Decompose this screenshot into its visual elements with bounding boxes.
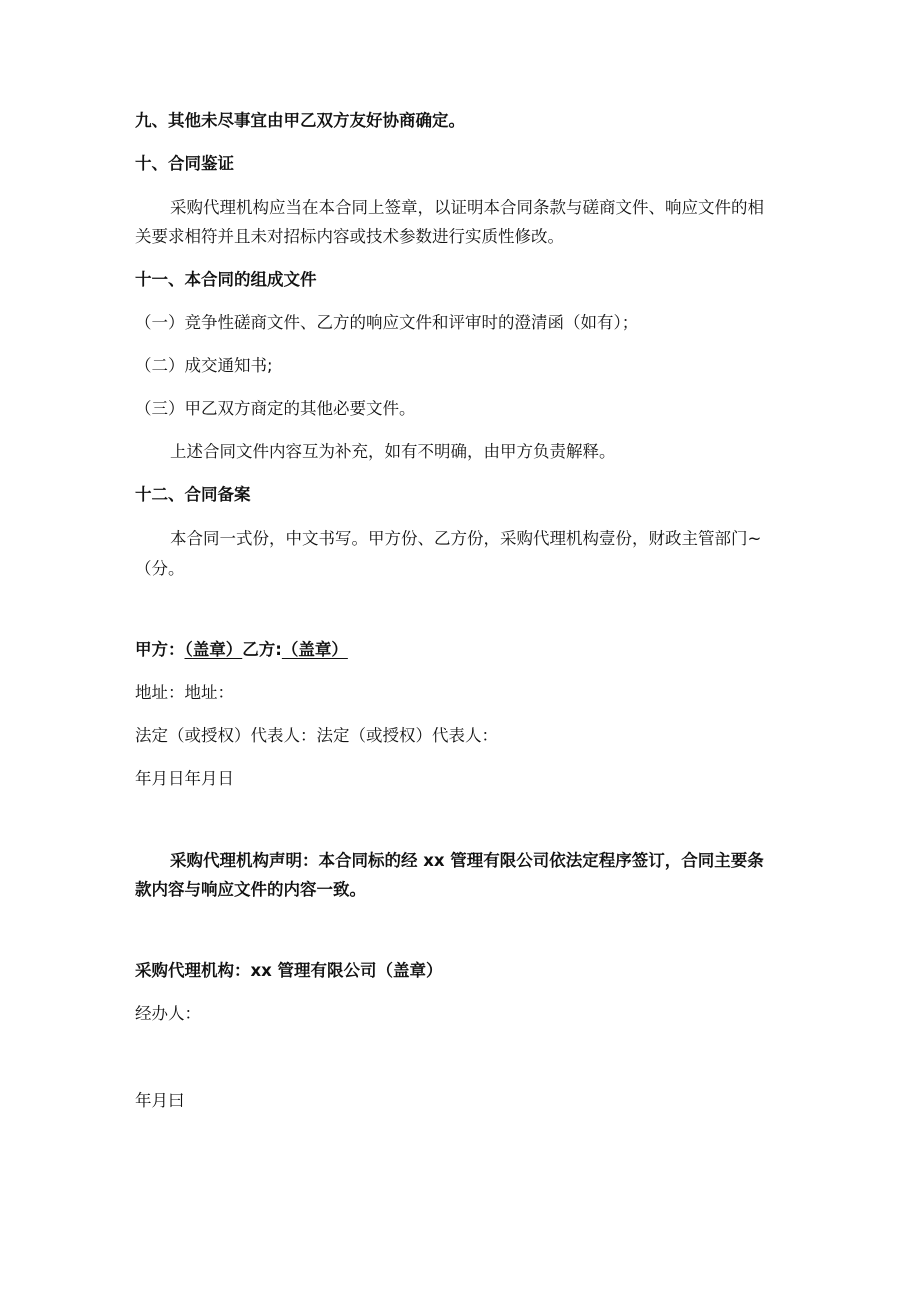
- agency-date-line: 年月曰: [135, 1091, 185, 1110]
- party-b-label: 乙方:: [242, 640, 282, 659]
- party-a-seal: （盖章）: [184, 640, 243, 659]
- section-12-paragraph-line-2: （分。: [135, 559, 185, 578]
- section-10-paragraph-line-1: 采购代理机构应当在本合同上签章，以证明本合同条款与磋商文件、响应文件的相: [170, 198, 764, 217]
- section-11-note: 上述合同文件内容互为补充，如有不明确，由甲方负责解释。: [170, 442, 616, 461]
- section-12-paragraph-line-1: 本合同一式份，中文书写。甲方份、乙方份，采购代理机构壹份，财政主管部门~: [170, 529, 762, 548]
- section-12-heading: 十二、合同备案: [135, 485, 251, 504]
- representative-line: 法定（或授权）代表人：法定（或授权）代表人：: [135, 726, 498, 745]
- section-10-heading: 十、合同鉴证: [135, 154, 234, 173]
- agency-statement-line-2: 款内容与响应文件的内容一致。: [135, 880, 366, 899]
- party-b-seal: （盖章）: [281, 640, 348, 659]
- section-9-heading: 九、其他未尽事宜由甲乙双方友好协商确定。: [135, 111, 465, 130]
- agency-statement-line-1: 采购代理机构声明：本合同标的经 xx 管理有限公司依法定程序签订，合同主要条: [170, 851, 764, 870]
- party-a-label: 甲方：: [135, 640, 185, 659]
- section-10-paragraph-line-2: 关要求相符并且未对招标内容或技术参数进行实质性修改。: [135, 227, 564, 246]
- section-11-item-3: （三）甲乙双方商定的其他必要文件。: [135, 399, 416, 418]
- party-signature-line: [135, 639, 348, 661]
- signature-date-line: 年月日年月日: [135, 769, 234, 788]
- address-line: 地址：地址：: [135, 683, 234, 702]
- section-11-heading: 十一、本合同的组成文件: [135, 270, 317, 289]
- section-11-item-1: （一）竞争性磋商文件、乙方的响应文件和评审时的澄清函（如有）；: [135, 313, 639, 332]
- handler-line: 经办人：: [135, 1004, 201, 1023]
- section-11-item-2: （二）成交通知书;: [135, 356, 273, 375]
- agency-name-line: 采购代理机构：xx 管理有限公司（盖章）: [135, 961, 443, 980]
